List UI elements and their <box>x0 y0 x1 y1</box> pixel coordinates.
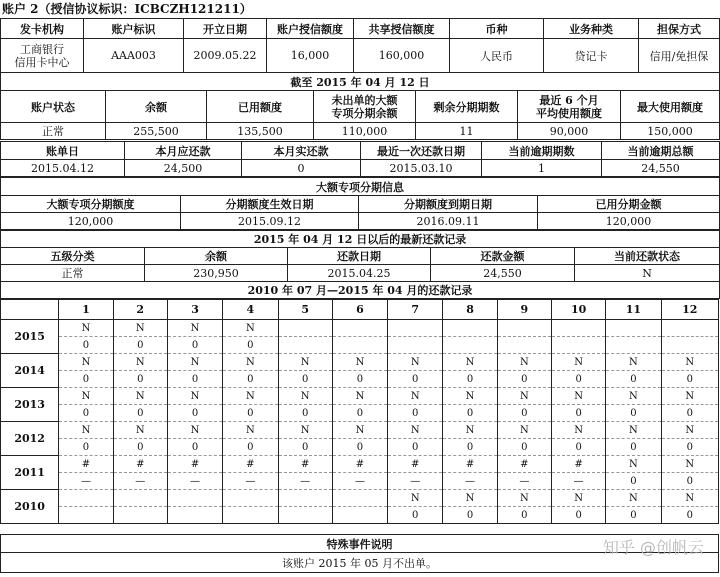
repay-amount-cell: 0 <box>443 439 497 456</box>
header-remaining-periods: 剩余分期期数 <box>416 91 518 123</box>
repay-amount-cell: 0 <box>443 507 497 524</box>
repay-amount-cell: 0 <box>113 405 167 422</box>
repay-amount-cell <box>497 337 551 354</box>
repay-status-cell <box>332 490 387 507</box>
business-type-value: 贷记卡 <box>544 39 639 73</box>
repay-status-cell <box>223 490 278 507</box>
watermark: 知乎 @创帆云 <box>602 538 704 557</box>
repay-amount-cell <box>167 507 222 524</box>
repay-amount-cell: 0 <box>551 405 605 422</box>
repay-status-cell: N <box>661 422 718 439</box>
repay-amount-cell: 0 <box>113 371 167 388</box>
header-guarantee: 担保方式 <box>639 19 720 39</box>
repay-status-cell: N <box>332 354 387 371</box>
repay-status-cell: # <box>497 456 551 473</box>
used-limit-value: 135,500 <box>207 123 314 140</box>
repay-status-cell <box>278 490 332 507</box>
repay-amount-cell: 0 <box>59 371 113 388</box>
history-title: 2010 年 07 月—2015 年 04 月的还款记录 <box>1 282 720 299</box>
repay-status-cell: N <box>661 490 718 507</box>
repay-status-cell: N <box>606 456 661 473</box>
repay-status-cell <box>388 320 443 337</box>
repay-amount-cell: — <box>332 473 387 490</box>
repay-amount-cell: 0 <box>497 405 551 422</box>
unbilled-installment-value: 110,000 <box>314 123 416 140</box>
repay-amount-cell: 0 <box>167 439 222 456</box>
repay-amount-cell: — <box>223 473 278 490</box>
repay-amount-cell: 0 <box>661 473 718 490</box>
expiry-date-value: 2016.09.11 <box>359 213 538 230</box>
repay-amount-cell <box>606 337 661 354</box>
current-status-value: N <box>575 265 720 282</box>
header-last-payment-date: 最近一次还款日期 <box>361 142 482 160</box>
repay-status-cell: N <box>606 354 661 371</box>
repay-amount-cell: 0 <box>661 405 718 422</box>
year-label: 2015 <box>1 320 59 354</box>
repay-status-cell: N <box>59 320 113 337</box>
repay-status-cell: N <box>167 354 222 371</box>
repay-status-cell: # <box>59 456 113 473</box>
paid-amount-value: 0 <box>242 160 361 177</box>
overdue-total-value: 24,550 <box>602 160 720 177</box>
month-header: 2 <box>113 300 167 320</box>
repay-amount-cell: 0 <box>497 507 551 524</box>
balance-value: 255,500 <box>106 123 207 140</box>
repay-amount-cell: 0 <box>167 405 222 422</box>
repay-status-cell <box>551 320 605 337</box>
installment-title: 大额专项分期信息 <box>1 178 720 196</box>
repay-status-cell: N <box>551 422 605 439</box>
repay-amount-cell: 0 <box>388 507 443 524</box>
special-title: 特殊事件说明 <box>1 535 719 553</box>
repay-status-cell <box>113 490 167 507</box>
repay-amount-cell <box>551 337 605 354</box>
repay-status-cell: N <box>388 354 443 371</box>
repay-status-cell: # <box>167 456 222 473</box>
repay-amount-cell: — <box>497 473 551 490</box>
repay-status-cell: N <box>606 490 661 507</box>
special-text: 该账户 2015 年 05 月不出单。 <box>1 553 719 573</box>
repay-status-cell: N <box>497 490 551 507</box>
remaining-periods-value: 11 <box>416 123 518 140</box>
month-header: 4 <box>223 300 278 320</box>
repay-status-cell: # <box>113 456 167 473</box>
repay-amount-cell: 0 <box>443 405 497 422</box>
repay-amount-cell: 0 <box>497 439 551 456</box>
due-amount-value: 24,500 <box>125 160 242 177</box>
repay-status-cell: N <box>332 422 387 439</box>
header-open-date: 开立日期 <box>184 19 267 39</box>
header-account-status: 账户状态 <box>1 91 106 123</box>
repay-status-cell: N <box>443 490 497 507</box>
repay-amount-cell: 0 <box>606 439 661 456</box>
repay-status-cell: N <box>113 422 167 439</box>
repay-amount-cell <box>332 337 387 354</box>
repay-status-cell <box>332 320 387 337</box>
repay-status-cell: N <box>661 388 718 405</box>
repay-amount-cell: 0 <box>551 507 605 524</box>
repay-status-cell: # <box>388 456 443 473</box>
repay-status-cell: N <box>661 354 718 371</box>
header-account-id: 账户标识 <box>84 19 184 39</box>
repay-status-cell: N <box>113 320 167 337</box>
repay-status-cell <box>443 320 497 337</box>
account-id-value: AAA003 <box>84 39 184 73</box>
month-header: 7 <box>388 300 443 320</box>
repay-amount-cell <box>388 337 443 354</box>
header-credit-limit: 账户授信额度 <box>267 19 354 39</box>
repay-amount-cell: 0 <box>113 439 167 456</box>
repay-status-cell: N <box>278 388 332 405</box>
repay-amount-cell: 0 <box>388 371 443 388</box>
repay-amount-cell: 0 <box>606 473 661 490</box>
repay-amount-cell: — <box>388 473 443 490</box>
repay-status-cell <box>167 490 222 507</box>
repay-amount-cell: 0 <box>332 371 387 388</box>
repay-amount-cell: 0 <box>59 405 113 422</box>
repay-status-cell: N <box>223 320 278 337</box>
repay-status-cell: N <box>606 422 661 439</box>
repay-status-cell <box>661 320 718 337</box>
repay-amount-cell: 0 <box>551 439 605 456</box>
header-shared-limit: 共享授信额度 <box>354 19 450 39</box>
latest-balance-value: 230,950 <box>145 265 288 282</box>
month-header: 3 <box>167 300 222 320</box>
repay-status-cell: N <box>443 354 497 371</box>
repay-status-cell: N <box>388 388 443 405</box>
repay-status-cell: N <box>551 388 605 405</box>
basic-info-table <box>0 18 720 91</box>
repay-status-cell: N <box>443 388 497 405</box>
repay-status-cell: N <box>278 354 332 371</box>
header-latest-balance: 余额 <box>145 248 288 265</box>
repay-amount-cell: 0 <box>223 405 278 422</box>
repay-status-cell: N <box>551 354 605 371</box>
repay-amount-cell: 0 <box>497 371 551 388</box>
repay-amount-cell: 0 <box>332 439 387 456</box>
year-label: 2012 <box>1 422 59 456</box>
month-header: 8 <box>443 300 497 320</box>
year-label: 2014 <box>1 354 59 388</box>
header-current-status: 当前还款状态 <box>575 248 720 265</box>
repay-amount-cell: 0 <box>332 405 387 422</box>
repay-amount-cell: 0 <box>661 507 718 524</box>
repay-amount-value: 24,550 <box>431 265 575 282</box>
header-overdue-periods: 当前逾期期数 <box>482 142 602 160</box>
repay-amount-cell <box>223 507 278 524</box>
repay-status-cell: N <box>388 422 443 439</box>
repay-status-cell: N <box>113 388 167 405</box>
year-label: 2013 <box>1 388 59 422</box>
bill-date-value: 2015.04.12 <box>1 160 125 177</box>
repay-status-cell: # <box>278 456 332 473</box>
repay-amount-cell: — <box>278 473 332 490</box>
as-of-date: 截至 2015 年 04 月 12 日 <box>1 73 720 91</box>
repay-amount-cell: 0 <box>606 405 661 422</box>
header-used-installment: 已用分期金额 <box>538 196 720 213</box>
last-payment-date-value: 2015.03.10 <box>361 160 482 177</box>
repay-status-cell: # <box>223 456 278 473</box>
header-unbilled-installment: 未出单的大额 专项分期余额 <box>314 91 416 123</box>
latest-title: 2015 年 04 月 12 日以后的最新还款记录 <box>1 231 720 248</box>
header-issuer: 发卡机构 <box>1 19 84 39</box>
repay-amount-cell: 0 <box>167 337 222 354</box>
repay-status-cell: N <box>113 354 167 371</box>
repay-status-cell: N <box>167 422 222 439</box>
five-class-value: 正常 <box>1 265 145 282</box>
repay-status-cell: N <box>59 354 113 371</box>
header-max-usage: 最大使用额度 <box>621 91 720 123</box>
account-status-value: 正常 <box>1 123 106 140</box>
repay-amount-cell: 0 <box>113 337 167 354</box>
header-expiry-date: 分期额度到期日期 <box>359 196 538 213</box>
repay-status-cell: N <box>59 422 113 439</box>
repayment-history-table <box>0 299 719 524</box>
header-repay-date: 还款日期 <box>288 248 431 265</box>
repay-amount-cell: 0 <box>606 371 661 388</box>
header-due-amount: 本月应还款 <box>125 142 242 160</box>
header-effective-date: 分期额度生效日期 <box>181 196 359 213</box>
repay-amount-cell <box>332 507 387 524</box>
repay-amount-cell: 0 <box>606 507 661 524</box>
repay-amount-cell: — <box>59 473 113 490</box>
repay-status-cell: N <box>661 456 718 473</box>
repay-amount-cell <box>278 337 332 354</box>
repay-status-cell: N <box>443 422 497 439</box>
repay-amount-cell: 0 <box>388 405 443 422</box>
repay-status-cell: N <box>606 388 661 405</box>
overdue-periods-value: 1 <box>482 160 602 177</box>
year-label: 2011 <box>1 456 59 490</box>
header-used-limit: 已用额度 <box>207 91 314 123</box>
repay-amount-cell: — <box>443 473 497 490</box>
repay-status-cell: # <box>443 456 497 473</box>
status-table <box>0 90 720 140</box>
header-bill-date: 账单日 <box>1 142 125 160</box>
repay-amount-cell: 0 <box>59 439 113 456</box>
repay-status-cell: N <box>223 388 278 405</box>
repay-status-cell: # <box>551 456 605 473</box>
repay-amount-cell: — <box>167 473 222 490</box>
repay-amount-cell: 0 <box>661 371 718 388</box>
header-avg-usage: 最近 6 个月 平均使用额度 <box>518 91 621 123</box>
year-label: 2010 <box>1 490 59 524</box>
header-currency: 币种 <box>450 19 544 39</box>
repay-amount-cell <box>113 507 167 524</box>
repay-status-cell <box>606 320 661 337</box>
repay-date-value: 2015.04.25 <box>288 265 431 282</box>
repay-amount-cell: 0 <box>167 371 222 388</box>
account-title: 账户 2（授信协议标识：ICBCZH121211） <box>2 2 252 16</box>
repay-status-cell: N <box>551 490 605 507</box>
installment-limit-value: 120,000 <box>1 213 181 230</box>
shared-limit-value: 160,000 <box>354 39 450 73</box>
repay-status-cell: N <box>497 388 551 405</box>
repay-status-cell: N <box>388 490 443 507</box>
repay-status-cell: N <box>278 422 332 439</box>
effective-date-value: 2015.09.12 <box>181 213 359 230</box>
repay-status-cell: N <box>167 320 222 337</box>
repay-status-cell: # <box>332 456 387 473</box>
repay-amount-cell <box>278 507 332 524</box>
repay-status-cell <box>278 320 332 337</box>
month-header-corner <box>1 300 59 320</box>
bill-table <box>0 141 720 177</box>
header-repay-amount: 还款金额 <box>431 248 575 265</box>
installment-table <box>0 177 720 230</box>
header-paid-amount: 本月实还款 <box>242 142 361 160</box>
repay-amount-cell: 0 <box>661 439 718 456</box>
repay-status-cell: N <box>59 388 113 405</box>
repay-amount-cell: — <box>551 473 605 490</box>
header-business-type: 业务种类 <box>544 19 639 39</box>
repay-status-cell: N <box>223 422 278 439</box>
repay-amount-cell <box>59 507 113 524</box>
repay-status-cell <box>59 490 113 507</box>
header-overdue-total: 当前逾期总额 <box>602 142 720 160</box>
avg-usage-value: 90,000 <box>518 123 621 140</box>
header-five-class: 五级分类 <box>1 248 145 265</box>
credit-limit-value: 16,000 <box>267 39 354 73</box>
header-installment-limit: 大额专项分期额度 <box>1 196 181 213</box>
guarantee-value: 信用/免担保 <box>639 39 720 73</box>
repay-amount-cell: 0 <box>223 337 278 354</box>
issuer-value: 工商银行 信用卡中心 <box>1 39 84 73</box>
repay-status-cell: N <box>497 422 551 439</box>
max-usage-value: 150,000 <box>621 123 720 140</box>
repay-amount-cell: 0 <box>278 405 332 422</box>
repay-status-cell <box>497 320 551 337</box>
repay-amount-cell: 0 <box>223 371 278 388</box>
repay-amount-cell: 0 <box>551 371 605 388</box>
month-header: 5 <box>278 300 332 320</box>
currency-value: 人民币 <box>450 39 544 73</box>
repay-amount-cell: — <box>113 473 167 490</box>
used-installment-value: 120,000 <box>538 213 720 230</box>
repay-amount-cell: 0 <box>278 371 332 388</box>
month-header: 9 <box>497 300 551 320</box>
repay-amount-cell: 0 <box>223 439 278 456</box>
repay-amount-cell: 0 <box>278 439 332 456</box>
repay-amount-cell: 0 <box>59 337 113 354</box>
repay-amount-cell <box>661 337 718 354</box>
repay-status-cell: N <box>332 388 387 405</box>
month-header: 6 <box>332 300 387 320</box>
repay-amount-cell: 0 <box>388 439 443 456</box>
month-header: 12 <box>661 300 718 320</box>
latest-repayment-table <box>0 230 720 299</box>
repay-amount-cell <box>443 337 497 354</box>
repay-status-cell: N <box>223 354 278 371</box>
repay-status-cell: N <box>497 354 551 371</box>
repay-status-cell: N <box>167 388 222 405</box>
repay-amount-cell: 0 <box>443 371 497 388</box>
month-header: 10 <box>551 300 605 320</box>
month-header: 11 <box>606 300 661 320</box>
header-balance: 余额 <box>106 91 207 123</box>
open-date-value: 2009.05.22 <box>184 39 267 73</box>
month-header: 1 <box>59 300 113 320</box>
